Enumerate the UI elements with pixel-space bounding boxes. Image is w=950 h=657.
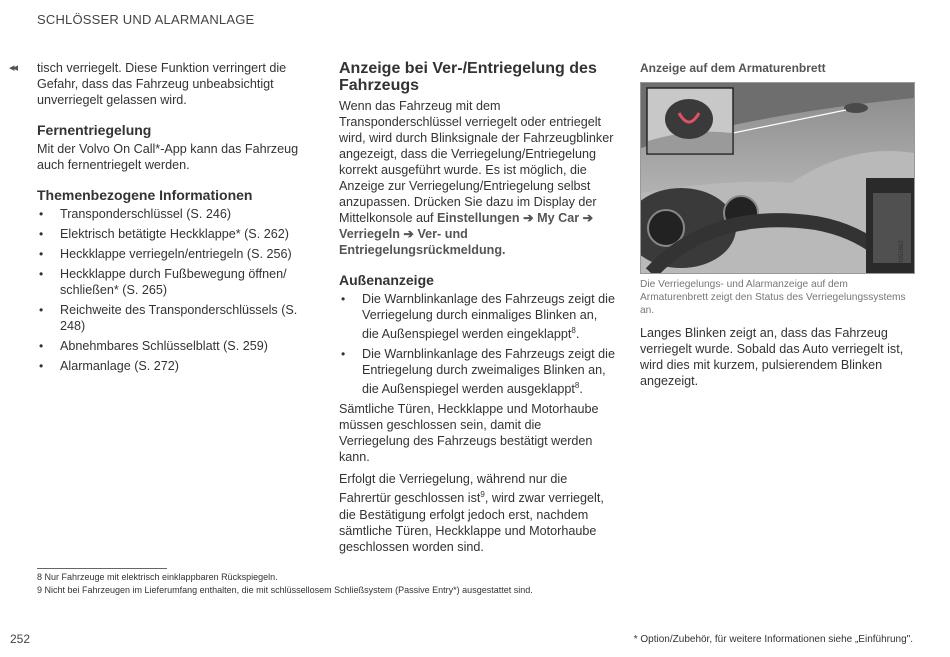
footnote-divider bbox=[37, 568, 167, 569]
lock-text-a: Erfolgt die Verriegelung, während nur die Fahrertür geschlossen ist bbox=[339, 472, 568, 506]
footnote-9: 9 Nicht bei Fahrzeugen im Lieferumfang enthalten, die mit schlüssellosem Schließsystem (Passive Entry*) ausgestattet sind. bbox=[37, 585, 533, 595]
dashboard-figure bbox=[640, 82, 915, 274]
intro-text: tisch verriegelt. Diese Funktion verringert die Gefahr, dass das Fahrzeug unbeabsichtigt unverriegelt gelassen wird. bbox=[37, 61, 287, 107]
intro-text: Wenn das Fahrzeug mit dem Transponderschlüssel verriegelt oder entriegelt wird, wird durch Blinksignale der Fahrzeugblinker angezeigt, dass die Verriegelung/Entriegelung korrekt ausgeführt wurde. Es ist möglich, die Anzeige zur Verriegelung/Entriegelung selbst anzupassen. Drücken Sie dazu im Display der Mittelkonsole auf bbox=[339, 99, 614, 225]
related-item[interactable]: • Elektrisch betätigte Heckklappe* (S. 262) bbox=[37, 226, 307, 242]
continue-arrows-icon: ◂◂ bbox=[9, 62, 17, 74]
section-heading: Anzeige bei Ver-/Entriegelung des Fahrzeugs bbox=[339, 60, 597, 94]
related-item[interactable]: • Abnehmbares Schlüsselblatt (S. 259) bbox=[37, 338, 307, 354]
column-left bbox=[37, 60, 307, 378]
bullet-text: Die Warnblinkanlage des Fahrzeugs zeigt die Entriegelung durch zweimaliges Blinken an, die Außenspiegel werden ausgeklappt bbox=[362, 347, 615, 397]
menu-path: Einstellungen ➔ My Car ➔ Verriegeln ➔ Ver- und Entriegelungsrückmeldung. bbox=[339, 211, 594, 257]
option-note: * Option/Zubehör, für weitere Informationen siehe „Einführung". bbox=[633, 634, 913, 645]
outer-heading: Außenanzeige bbox=[339, 272, 434, 288]
bullet-text: Die Warnblinkanlage des Fahrzeugs zeigt die Verriegelung durch einmaliges Blinken an, die Außenspiegel werden eingeklappt bbox=[362, 292, 615, 342]
page-number: 252 bbox=[10, 632, 31, 646]
related-item[interactable]: • Heckklappe verriegeln/entriegeln (S. 256) bbox=[37, 246, 307, 262]
related-item[interactable]: • Reichweite des Transponderschlüssels (S. 248) bbox=[37, 302, 307, 334]
related-item[interactable]: • Alarmanlage (S. 272) bbox=[37, 358, 307, 374]
outer-list bbox=[339, 291, 615, 397]
lock-paragraph bbox=[339, 471, 615, 554]
remote-heading: Fernentriegelung bbox=[37, 122, 152, 138]
related-list bbox=[37, 206, 307, 374]
bullet-end: . bbox=[579, 382, 583, 397]
related-heading: Themenbezogene Informationen bbox=[37, 187, 253, 203]
list-item bbox=[339, 291, 615, 342]
footnote-ref[interactable]: 9 bbox=[480, 490, 485, 500]
footnote-ref[interactable]: 8 bbox=[571, 326, 576, 335]
intro-paragraph bbox=[339, 98, 615, 258]
bullet-end: . bbox=[575, 327, 580, 342]
related-item[interactable]: • Transponderschlüssel (S. 246) bbox=[37, 206, 307, 222]
remote-text: Mit der Volvo On Call*-App kann das Fahrzeug auch fernentriegelt werden. bbox=[37, 142, 299, 172]
related-item[interactable]: • Heckklappe durch Fußbewegung öffnen/ schließen* (S. 265) bbox=[37, 266, 307, 298]
column-right bbox=[640, 60, 916, 395]
figure-code: G052862 bbox=[899, 240, 905, 265]
blink-text: Langes Blinken zeigt an, dass das Fahrzeug verriegelt wurde. Sobald das Auto verriegelt ist, wird dies mit kurzem, pulsierendem Blinken angezeigt. bbox=[640, 326, 904, 388]
doors-paragraph: Sämtliche Türen, Heckklappe und Motorhaube müssen geschlossen sein, damit die Verriegelung des Fahrzeugs bestätigt werden kann. bbox=[339, 402, 599, 465]
figure-caption: Die Verriegelungs- und Alarmanzeige auf dem Armaturenbrett zeigt den Status des Verriegelungssystems an. bbox=[640, 279, 906, 316]
column-middle bbox=[339, 60, 615, 561]
dashboard-illustration bbox=[641, 83, 914, 273]
figure-heading: Anzeige auf dem Armaturenbrett bbox=[640, 61, 826, 75]
lock-text-b: , wird zwar verriegelt, die Bestätigung erfolgt jedoch erst, nachdem sämtliche Türen, Heckklappe und Motorhaube geschlossen worden sind. bbox=[339, 491, 604, 554]
footnote-ref[interactable]: 8 bbox=[574, 381, 580, 391]
list-item bbox=[339, 346, 615, 397]
cluster-number: 48 bbox=[701, 226, 714, 238]
footnote-8: 8 Nur Fahrzeuge mit elektrisch einklappbaren Rückspiegeln. bbox=[37, 572, 278, 582]
page-header: SCHLÖSSER UND ALARMANLAGE bbox=[37, 12, 255, 27]
